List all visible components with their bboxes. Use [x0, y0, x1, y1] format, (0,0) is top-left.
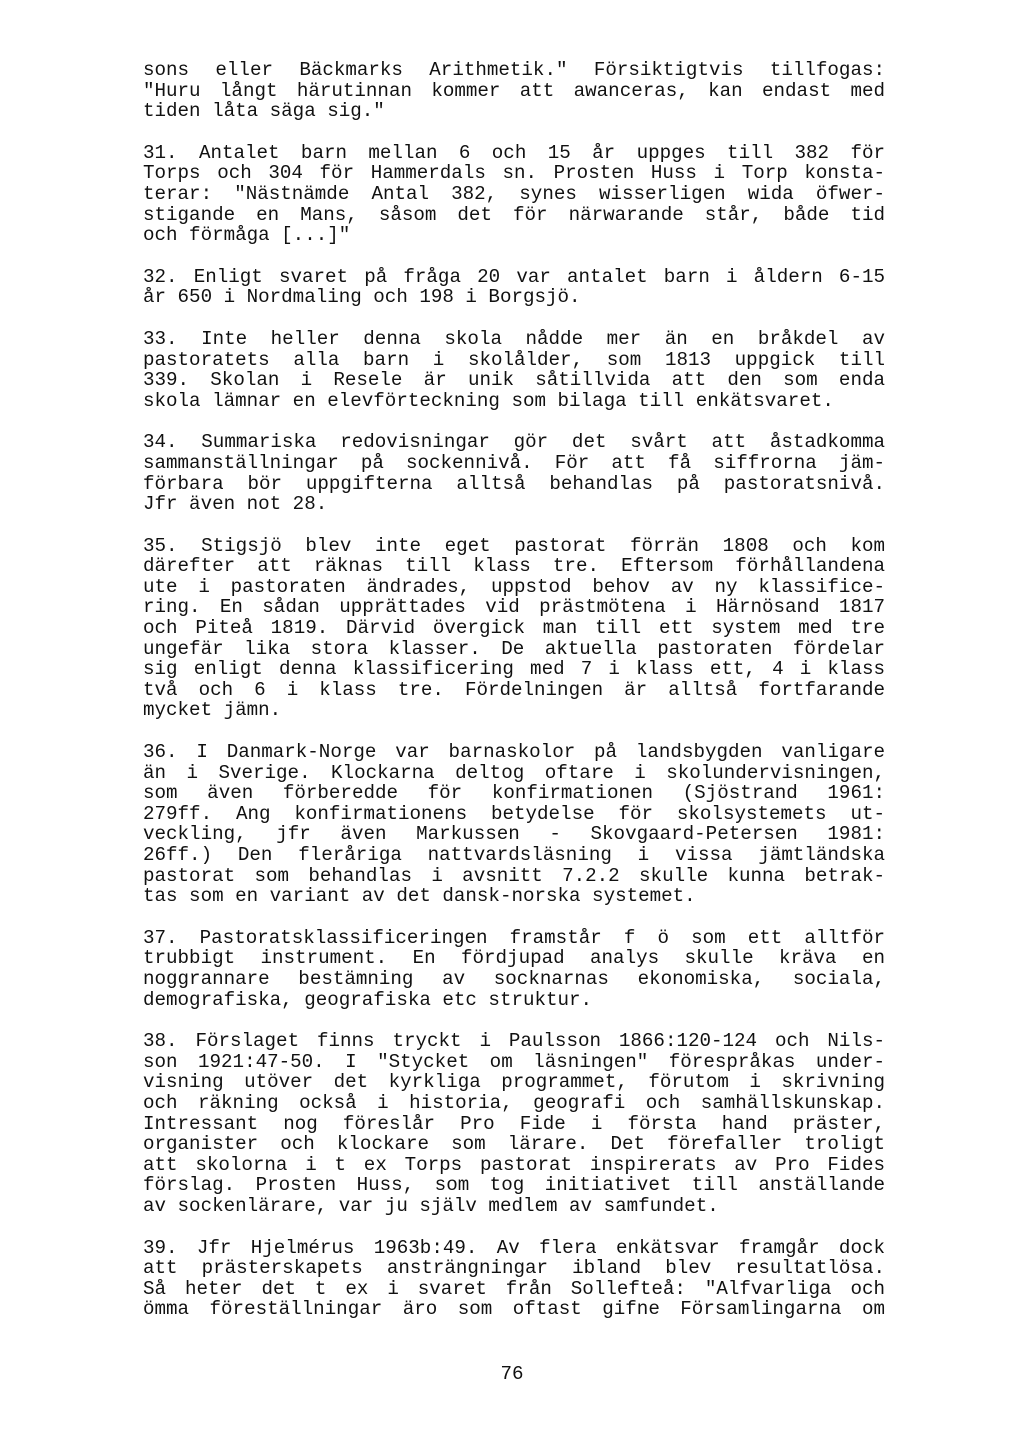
text-line: 279ff. Ang konfirmationens betydelse för skolsystemets ut- [143, 802, 885, 825]
text-line: "Huru långt härutinnan kommer att awanceras, kan endast med [143, 79, 885, 102]
paragraph-intro [143, 60, 903, 122]
document-page [143, 60, 903, 1341]
text-line: 39. Jfr Hjelmérus 1963b:49. Av flera enkätsvar framgår dock [143, 1236, 885, 1259]
page-number: 76 [500, 1363, 524, 1385]
paragraph-note-33 [143, 329, 903, 411]
paragraph-note-37 [143, 928, 903, 1010]
text-line: stigande en Mans, såsom det för närwarande står, både tid [143, 203, 885, 226]
text-line: och förmåga [...]" [143, 224, 351, 247]
paragraph-note-35 [143, 536, 903, 721]
text-line: Torps och 304 för Hammerdals sn. Prosten Huss i Torp konsta- [143, 162, 885, 185]
text-line: 34. Summariska redovisningar gör det svårt att åstadkomma [143, 431, 885, 454]
text-line: sig enligt denna klassificering med 7 i klass ett, 4 i klass [143, 658, 885, 681]
text-line: terar: "Nästnämde Antal 382, synes wisserligen wida öfwer- [143, 182, 885, 205]
paragraph-note-32 [143, 267, 903, 308]
text-line: veckling, jfr även Markussen - Skovgaard-Petersen 1981: [143, 823, 885, 846]
text-line: noggrannare bestämning av socknarnas ekonomiska, sociala, [143, 967, 885, 990]
paragraph-note-31 [143, 143, 903, 246]
text-line: mycket jämn. [143, 699, 282, 722]
text-line: tiden låta säga sig." [143, 100, 385, 123]
text-line: ungefär lika stora klasser. De aktuella pastoraten fördelar [143, 637, 885, 660]
text-line: 31. Antalet barn mellan 6 och 15 år uppges till 382 för [143, 141, 885, 164]
text-line: pastorat som behandlas i avsnitt 7.2.2 skulle kunna betrak- [143, 864, 885, 887]
text-line: förbara bör uppgifterna alltså behandlas på pastoratsnivå. [143, 472, 885, 495]
text-line: Jfr även not 28. [143, 493, 328, 516]
text-line: sammanställningar på sockennivå. För att få siffrorna jäm- [143, 451, 885, 474]
text-line: Intressant nog föreslår Pro Fide i första hand präster, [143, 1112, 885, 1135]
text-line: skola lämnar en elevförteckning som bilaga till enkätsvaret. [143, 389, 834, 412]
text-line: visning utöver det kyrkliga programmet, förutom i skrivning [143, 1071, 885, 1094]
paragraph-note-34 [143, 432, 903, 514]
text-line: pastoratets alla barn i skolålder, som 1813 uppgick till [143, 348, 885, 371]
paragraph-note-38 [143, 1031, 903, 1216]
text-line: Så heter det t ex i svaret från Sollefteå: "Alfvarliga och [143, 1277, 885, 1300]
paragraph-note-39 [143, 1238, 903, 1320]
text-line: sons eller Bäckmarks Arithmetik." Försiktigtvis tillfogas: [143, 59, 885, 81]
text-line: att prästerskapets ansträngningar ibland blev resultatlösa. [143, 1257, 885, 1280]
text-line: 38. Förslaget finns tryckt i Paulsson 1866:120-124 och Nils- [143, 1030, 885, 1053]
text-line: som även förberedde för konfirmationen (Sjöstrand 1961: [143, 782, 885, 805]
text-line: och räkning också i historia, geografi och samhällskunskap. [143, 1091, 885, 1114]
text-line: 37. Pastoratsklassificeringen framstår f ö som ett alltför [143, 926, 885, 949]
text-line: ute i pastoraten ändrades, uppstod behov av ny klassifice- [143, 575, 885, 598]
text-line: 33. Inte heller denna skola nådde mer än en bråkdel av [143, 327, 885, 350]
text-line: 339. Skolan i Resele är unik såtillvida att den som enda [143, 369, 885, 392]
text-line: ömma föreställningar äro som oftast gifne Församlingarna om [143, 1298, 885, 1321]
text-line: 26ff.) Den fleråriga nattvardsläsning i vissa jämtländska [143, 844, 885, 866]
text-line: än i Sverige. Klockarna deltog oftare i skolundervisningen, [143, 761, 885, 784]
text-line: 32. Enligt svaret på fråga 20 var antalet barn i åldern 6-15 [143, 265, 885, 288]
notes-body [143, 60, 903, 1320]
text-line: demografiska, geografiska etc struktur. [143, 988, 593, 1011]
text-line: 35. Stigsjö blev inte eget pastorat förrän 1808 och kom [143, 534, 885, 557]
text-line: därefter att räknas till klass tre. Eftersom förhållandena [143, 555, 885, 578]
text-line: tas som en variant av det dansk-norska systemet. [143, 885, 696, 908]
text-line: två och 6 i klass tre. Fördelningen är alltså fortfarande [143, 678, 885, 701]
text-line: ring. En sådan upprättades vid prästmötena i Härnösand 1817 [143, 596, 885, 619]
text-line: år 650 i Nordmaling och 198 i Borgsjö. [143, 286, 581, 309]
text-line: och Piteå 1819. Därvid övergick man till ett system med tre [143, 617, 885, 640]
text-line: 36. I Danmark-Norge var barnaskolor på landsbygden vanligare [143, 741, 885, 764]
text-line: att skolorna i t ex Torps pastorat inspirerats av Pro Fides [143, 1153, 885, 1176]
paragraph-note-36 [143, 742, 903, 907]
text-line: trubbigt instrument. En fördjupad analys skulle kräva en [143, 947, 885, 970]
text-line: förslag. Prosten Huss, som tog initiativet till anställande [143, 1174, 885, 1197]
text-line: organister och klockare som lärare. Det förefaller troligt [143, 1133, 885, 1156]
text-line: son 1921:47-50. I "Stycket om läsningen" förespråkas under- [143, 1050, 885, 1073]
text-line: av sockenlärare, var ju själv medlem av samfundet. [143, 1194, 719, 1217]
